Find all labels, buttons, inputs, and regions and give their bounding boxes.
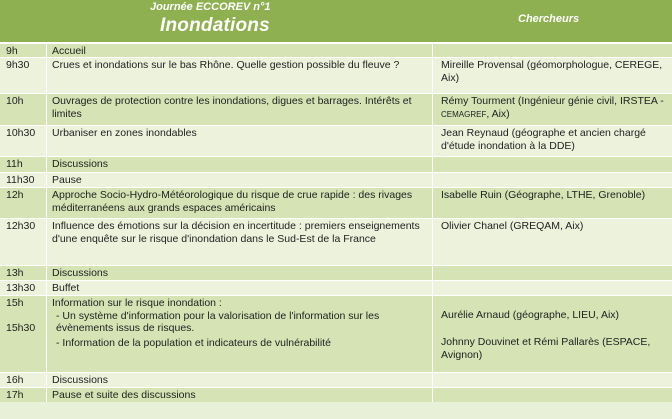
row-session: Buffet	[52, 282, 80, 294]
row-session: Discussions	[52, 374, 109, 386]
researchers-column-heading: Chercheurs	[518, 13, 580, 25]
row-time-second: 15h30	[6, 322, 36, 334]
row-time: 9h30	[6, 59, 30, 71]
session-line: - Information de la population et indicateurs de vulnérabilité	[56, 336, 331, 349]
row-session: Pause et suite des discussions	[52, 389, 196, 401]
row-time: 12h	[6, 189, 24, 201]
schedule-row	[0, 157, 672, 173]
schedule-row	[0, 373, 672, 388]
row-researchers: Aurélie Arnaud (géographe, LIEU, Aix)	[441, 309, 620, 321]
row-session: Pause	[52, 174, 82, 186]
row-researchers: Isabelle Ruin (Géographe, LTHE, Grenoble)	[441, 189, 646, 201]
row-time: 16h	[6, 374, 24, 386]
schedule-row	[0, 281, 672, 296]
schedule-row	[0, 58, 672, 94]
schedule-row	[0, 173, 672, 188]
row-time: 17h	[6, 389, 24, 401]
row-time: 13h30	[6, 282, 36, 294]
row-researchers-second: Johnny Douvinet et Rémi Pallarès (ESPACE, Avignon)	[441, 336, 651, 361]
schedule-row	[0, 388, 672, 402]
row-time: 10h30	[6, 127, 36, 139]
row-session: Discussions	[52, 267, 109, 279]
schedule-row	[0, 126, 672, 157]
session-line: Information sur le risque inondation :	[52, 297, 222, 309]
row-session: Urbaniser en zones inondables	[52, 127, 197, 139]
row-time: 11h	[6, 158, 23, 170]
row-session: Discussions	[52, 158, 109, 170]
row-session: Influence des émotions sur la décision en incertitude : premiers enseignements d'une enquête sur le risque d'inondation dans le Sud-Est de la France	[52, 220, 420, 245]
row-researchers: Jean Reynaud (géographe et ancien chargé d'étude inondation à la DDE)	[441, 127, 646, 152]
schedule-row	[0, 296, 672, 373]
schedule-row	[0, 44, 672, 58]
row-researchers: Mireille Provensal (géomorphologue, CEREGE, Aix)	[441, 59, 663, 84]
row-researchers: Rémy Tourment (Ingénieur génie civil, IRSTEA -CEMAGREF, Aix)	[441, 95, 664, 120]
event-subtitle: Journée ECCOREV n°1	[150, 1, 271, 13]
row-researchers: Olivier Chanel (GREQAM, Aix)	[441, 220, 584, 232]
row-session: Crues et inondations sur le bas Rhône. Quelle gestion possible du fleuve ?	[52, 59, 400, 71]
row-session: Approche Socio-Hydro-Météorologique du risque de crue rapide : des rivages méditerranéens aux grands espaces américains	[52, 189, 413, 214]
row-time: 12h30	[6, 220, 36, 232]
row-session: Accueil	[52, 45, 86, 57]
row-time: 13h	[6, 267, 24, 279]
schedule-row	[0, 219, 672, 266]
schedule-row	[0, 266, 672, 281]
row-time: 9h	[6, 45, 18, 57]
schedule-row	[0, 94, 672, 126]
row-session	[52, 297, 424, 349]
schedule-header	[0, 0, 672, 44]
row-time: 15h	[6, 297, 24, 309]
event-title: Inondations	[160, 15, 270, 36]
schedule-row	[0, 188, 672, 219]
session-line: - Un système d'information pour la valorisation de l'information sur les évènements issus de risques.	[56, 309, 380, 334]
row-time: 11h30	[6, 174, 35, 186]
row-time: 10h	[6, 95, 24, 107]
row-session: Ouvrages de protection contre les inondations, digues et barrages. Intérêts et limites	[52, 95, 412, 120]
